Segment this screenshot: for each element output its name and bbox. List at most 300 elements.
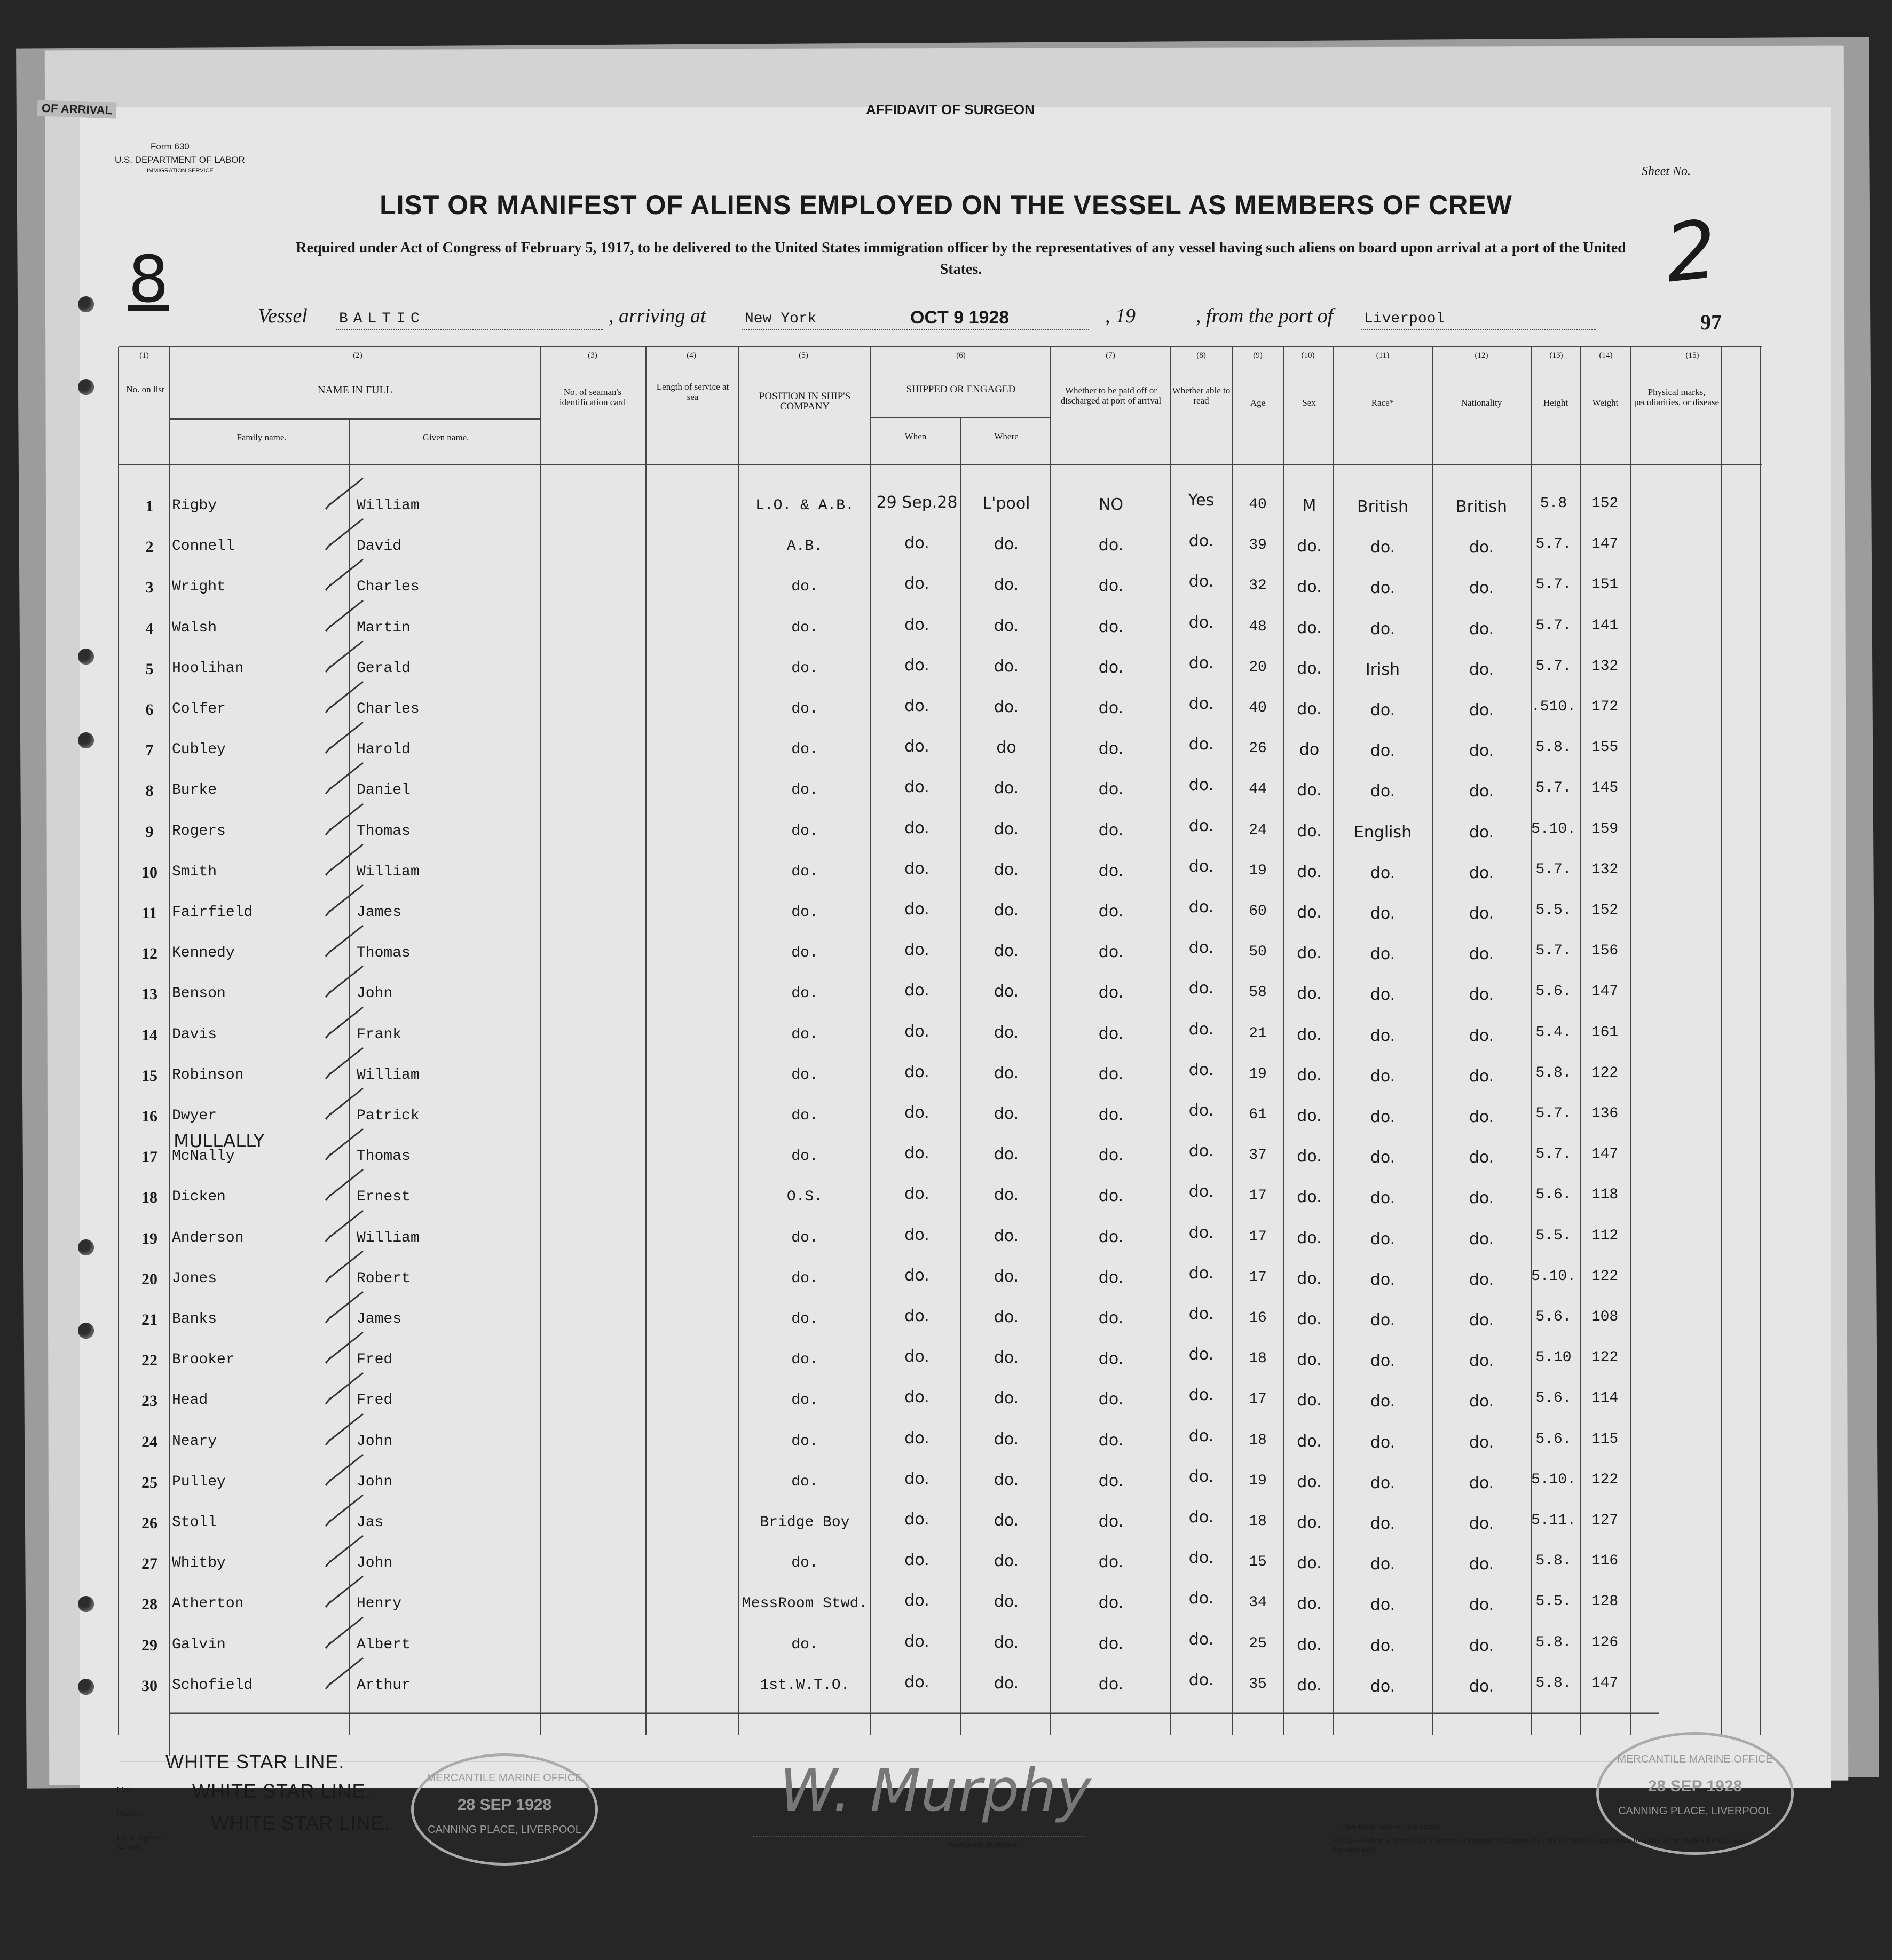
cell-age: 18 (1249, 1432, 1267, 1449)
cell-paid: do. (1098, 1105, 1124, 1124)
cell-given: John (357, 1433, 393, 1450)
cell-sex: do. (1297, 821, 1322, 841)
cell-position: do. (791, 1148, 818, 1165)
cell-given: James (357, 1311, 402, 1327)
cell-read: do. (1188, 1670, 1214, 1689)
cell-when: do. (904, 941, 929, 960)
cell-position: do. (791, 985, 818, 1002)
cell-position: do. (791, 1636, 818, 1653)
cell-read: do. (1188, 938, 1214, 958)
cell-age: 48 (1249, 618, 1267, 635)
cell-family: Schofield (172, 1677, 253, 1694)
cell-weight: 112 (1591, 1227, 1619, 1244)
checkmark-icon (323, 1575, 366, 1613)
cell-given: Gerald (357, 660, 411, 677)
cell-age: 17 (1249, 1391, 1267, 1408)
name-correction: MULLALLY (174, 1131, 265, 1152)
cell-nationality: do. (1469, 660, 1494, 679)
cell-when: do. (904, 697, 929, 715)
cell-race: do. (1370, 1392, 1396, 1411)
cell-position: do. (791, 660, 818, 677)
cell-paid: do. (1098, 820, 1124, 840)
line-label: Line (116, 1785, 132, 1795)
cell-height: 5.6. (1535, 1309, 1572, 1325)
cell-paid: do. (1098, 1187, 1124, 1206)
cell-no: 29 (141, 1636, 157, 1654)
cell-position: do. (791, 945, 818, 962)
cell-family: Hoolihan (172, 660, 244, 677)
cell-sex: do. (1297, 1594, 1322, 1614)
cell-height: 5.8. (1535, 1064, 1572, 1081)
cell-no: 20 (141, 1270, 157, 1288)
inspector-label: Immigrant Inspector. (948, 1840, 1020, 1849)
cell-race: do. (1370, 701, 1396, 720)
cell-nationality: do. (1469, 1270, 1494, 1289)
cell-family: Head (172, 1392, 208, 1409)
cell-where: do. (994, 779, 1019, 798)
cell-sex: do (1299, 740, 1320, 760)
cell-sex: do. (1297, 1228, 1322, 1247)
checkmark-icon (323, 843, 366, 881)
cell-weight: 145 (1591, 780, 1619, 797)
cell-family: Stoll (172, 1514, 217, 1531)
cell-nationality: do. (1469, 579, 1494, 598)
cell-weight: 161 (1591, 1024, 1619, 1041)
checkmark-icon (323, 924, 366, 962)
cell-race: do. (1370, 945, 1396, 964)
cell-position: Bridge Boy (760, 1514, 850, 1531)
cell-paid: do. (1098, 617, 1124, 636)
cell-position: do. (791, 741, 818, 758)
cell-where: do. (994, 575, 1019, 595)
cell-when: do. (904, 655, 929, 675)
cell-read: do. (1188, 1630, 1214, 1649)
cell-nationality: do. (1469, 1148, 1494, 1167)
checkmark-icon (323, 1047, 366, 1084)
cell-given: Albert (357, 1636, 411, 1653)
cell-where: do. (994, 1673, 1019, 1693)
cell-read: do. (1188, 572, 1214, 591)
arrival-stamp: OF ARRIVAL (37, 100, 117, 118)
cell-given: John (357, 1555, 393, 1572)
cell-where: do. (994, 1186, 1019, 1205)
cell-race: do. (1370, 1270, 1396, 1289)
cell-where: do. (994, 901, 1019, 920)
checkmark-icon (323, 1006, 366, 1044)
cell-age: 20 (1249, 659, 1267, 676)
cell-where: L'pool (982, 494, 1030, 513)
cell-age: 18 (1249, 1513, 1267, 1530)
cell-when: do. (904, 1551, 929, 1570)
cell-position: do. (791, 619, 818, 636)
cell-given: Henry (357, 1595, 402, 1613)
cell-paid: do. (1098, 902, 1124, 921)
cell-no: 3 (145, 579, 154, 597)
cell-when: do. (904, 737, 929, 756)
cell-family: Burke (172, 782, 217, 799)
cell-family: Walsh (172, 619, 217, 636)
checkmark-icon (323, 1372, 366, 1409)
cell-position: do. (791, 1473, 818, 1490)
cell-no: 1 (145, 497, 154, 515)
cell-nationality: do. (1469, 1189, 1494, 1208)
cell-family: Benson (172, 985, 226, 1002)
col-number: (11) (1376, 351, 1390, 360)
owners-label: Owners (116, 1809, 143, 1819)
cell-nationality: do. (1469, 741, 1494, 761)
form-number: Form 630 (151, 141, 190, 152)
cell-paid: do. (1098, 1227, 1124, 1246)
stamp-place: CANNING PLACE, LIVERPOOL (428, 1824, 581, 1836)
cell-height: 5.8 (1540, 495, 1567, 512)
cell-height: 5.7. (1535, 536, 1572, 553)
page-number: 97 (1700, 310, 1722, 334)
cell-nationality: do. (1469, 1636, 1494, 1655)
cell-sex: do. (1297, 781, 1322, 800)
cell-sex: do. (1297, 1635, 1322, 1654)
cell-read: do. (1188, 1142, 1214, 1161)
cell-height: .510. (1531, 699, 1576, 715)
cell-when: do. (904, 900, 929, 919)
cell-age: 61 (1249, 1107, 1267, 1123)
col-number: (3) (588, 351, 597, 360)
cell-family: Cubley (172, 741, 226, 758)
cell-height: 5.7. (1535, 1146, 1572, 1163)
header-able-to-read: Whether able to read (1172, 385, 1231, 406)
cell-no: 17 (141, 1148, 157, 1166)
cell-paid: do. (1098, 1471, 1124, 1490)
cell-when: do. (904, 778, 929, 797)
cell-read: do. (1188, 694, 1214, 713)
cell-age: 17 (1249, 1269, 1267, 1286)
cell-nationality: do. (1469, 1392, 1494, 1411)
cell-age: 58 (1249, 984, 1267, 1001)
header-sex: Sex (1302, 398, 1316, 408)
cell-position: do. (791, 1311, 818, 1327)
cell-family: Davis (172, 1026, 217, 1043)
cell-height: 5.8. (1535, 1634, 1572, 1651)
cell-nationality: do. (1469, 904, 1494, 923)
cell-paid: do. (1098, 1064, 1124, 1084)
cell-height: 5.7. (1535, 943, 1572, 960)
checkmark-icon (323, 640, 366, 677)
cell-nationality: do. (1469, 945, 1494, 964)
cell-weight: 122 (1591, 1471, 1619, 1488)
cell-no: 12 (141, 945, 157, 963)
cell-race: do. (1370, 1514, 1396, 1533)
cell-where: do. (994, 982, 1019, 1001)
vessel-name: BALTIC (339, 311, 425, 327)
cell-given: William (357, 1229, 420, 1246)
checkmark-icon (323, 558, 366, 596)
header-seaman-card: No. of seaman's identification card (559, 387, 626, 407)
cell-given: John (357, 1473, 393, 1490)
cell-age: 26 (1249, 740, 1267, 757)
cell-race: do. (1370, 1229, 1396, 1248)
cell-race: do. (1370, 1555, 1396, 1574)
cell-sex: do. (1297, 862, 1322, 881)
cell-sex: do. (1297, 1472, 1322, 1491)
cell-sex: do. (1297, 1310, 1322, 1329)
cell-age: 18 (1249, 1350, 1267, 1368)
checkmark-icon (323, 599, 366, 637)
cell-family: Rogers (172, 823, 226, 840)
cell-weight: 115 (1591, 1431, 1619, 1448)
cell-no: 27 (141, 1555, 157, 1573)
cell-position: do. (791, 701, 818, 717)
cell-race: British (1357, 497, 1408, 516)
cell-nationality: British (1456, 497, 1507, 516)
cell-sex: M (1302, 496, 1316, 515)
vessel-label: Vessel (258, 305, 308, 327)
cell-race: do. (1370, 1108, 1396, 1126)
header-nationality: Nationality (1461, 398, 1502, 408)
cell-position: do. (791, 1229, 818, 1246)
cell-paid: do. (1098, 1593, 1124, 1613)
cell-weight: 127 (1591, 1512, 1619, 1529)
header-shipped: SHIPPED OR ENGAGED (906, 384, 1016, 395)
cell-height: 5.7. (1535, 780, 1572, 797)
cell-no: 13 (141, 985, 157, 1003)
cell-paid: do. (1098, 1146, 1124, 1165)
cell-where: do (996, 738, 1016, 757)
cell-sex: do. (1297, 578, 1322, 597)
cell-when: do. (904, 1510, 929, 1529)
checkmark-icon (323, 762, 366, 799)
cell-position: do. (791, 1108, 818, 1124)
cell-height: 5.5. (1535, 902, 1572, 919)
cell-where: do. (994, 1348, 1019, 1368)
cell-no: 2 (145, 538, 154, 556)
cell-race: English (1353, 823, 1412, 842)
cell-position: do. (791, 782, 818, 799)
cell-when: do. (904, 1469, 929, 1488)
checkmark-icon (323, 1250, 366, 1287)
checkmark-icon (323, 1494, 366, 1531)
cell-sex: do. (1297, 1107, 1322, 1125)
cell-height: 5.7. (1535, 617, 1572, 634)
cell-race: do. (1370, 985, 1396, 1005)
checkmark-icon (323, 1413, 366, 1450)
cell-height: 5.7. (1535, 576, 1572, 594)
cell-when: do. (904, 1632, 929, 1651)
cell-read: do. (1188, 613, 1214, 632)
cell-race: do. (1370, 579, 1396, 598)
cell-given: Fred (357, 1392, 393, 1409)
cell-paid: do. (1098, 576, 1124, 596)
cell-when: do. (904, 1062, 929, 1081)
cell-height: 5.10. (1531, 1471, 1576, 1488)
cell-paid: do. (1098, 1512, 1124, 1531)
cell-paid: do. (1098, 1553, 1124, 1572)
cell-race: do. (1370, 538, 1396, 557)
cell-paid: do. (1098, 1309, 1124, 1327)
cell-race: do. (1370, 1677, 1396, 1696)
cell-family: Neary (172, 1433, 217, 1450)
cell-age: 37 (1249, 1147, 1267, 1164)
header-weight: Weight (1592, 398, 1619, 408)
cell-no: 6 (145, 701, 154, 718)
col-number: (7) (1106, 351, 1115, 360)
checkmark-icon (323, 721, 366, 758)
cell-race: do. (1370, 1473, 1396, 1492)
cell-no: 15 (141, 1066, 157, 1085)
cell-nationality: do. (1469, 1514, 1494, 1533)
cell-sex: do. (1297, 1269, 1322, 1288)
inspector-signature: W. Murphy (779, 1756, 1092, 1824)
cell-height: 5.10 (1535, 1349, 1572, 1366)
cell-age: 35 (1249, 1676, 1267, 1693)
from-label: , from the port of (1196, 305, 1334, 327)
col-number: (12) (1475, 351, 1488, 360)
cell-no: 25 (141, 1473, 157, 1491)
stamp-place: CANNING PLACE, LIVERPOOL (1618, 1805, 1772, 1817)
cell-position: do. (791, 579, 818, 596)
cell-family: Dicken (172, 1189, 226, 1206)
sheet-mark: 8 (128, 243, 169, 317)
arrival-date-stamp: OCT 9 1928 (910, 307, 1010, 328)
cell-paid: do. (1098, 780, 1124, 799)
checkmark-icon (323, 1453, 366, 1491)
cell-sex: do. (1297, 1513, 1322, 1532)
header-when: When (904, 431, 927, 441)
cell-weight: 108 (1591, 1309, 1619, 1325)
cell-where: do. (994, 616, 1019, 635)
cell-position: A.B. (786, 538, 823, 555)
cell-weight: 155 (1591, 739, 1619, 756)
cell-no: 23 (141, 1392, 157, 1410)
cell-height: 5.11. (1531, 1512, 1576, 1529)
cell-read: do. (1188, 1548, 1214, 1568)
cell-read: do. (1188, 1263, 1214, 1283)
cell-paid: do. (1098, 943, 1124, 962)
cell-height: 5.10. (1531, 1268, 1576, 1285)
cell-read: do. (1188, 1386, 1214, 1405)
cell-nationality: do. (1469, 1108, 1494, 1126)
cell-when: do. (904, 1144, 929, 1163)
cell-when: do. (904, 615, 929, 634)
cell-family: Atherton (172, 1595, 244, 1613)
cell-sex: do. (1297, 1188, 1322, 1207)
cell-sex: do. (1297, 700, 1322, 718)
cell-weight: 152 (1591, 902, 1619, 919)
cell-when: do. (904, 1307, 929, 1325)
form-reference: 14-1880 (116, 1844, 141, 1852)
cell-age: 60 (1249, 903, 1267, 920)
cell-paid: do. (1098, 1349, 1124, 1369)
cell-position: 1st.W.T.O. (760, 1677, 850, 1694)
cell-read: do. (1188, 1426, 1214, 1445)
cell-family: Smith (172, 863, 217, 880)
cell-where: do. (994, 1511, 1019, 1530)
cell-height: 5.4. (1535, 1024, 1572, 1041)
cell-position: MessRoom Stwd. (742, 1595, 868, 1613)
cell-nationality: do. (1469, 1433, 1494, 1452)
cell-where: do. (994, 698, 1019, 716)
cell-where: do. (994, 1023, 1019, 1042)
checkmark-icon (323, 965, 366, 1002)
cell-given: Daniel (357, 782, 411, 799)
cell-weight: 172 (1591, 699, 1619, 715)
col-number: (8) (1196, 351, 1206, 360)
cell-where: do. (994, 535, 1019, 554)
signature-line (753, 1836, 1084, 1837)
cell-weight: 147 (1591, 983, 1619, 1000)
cell-age: 17 (1249, 1188, 1267, 1205)
cell-age: 19 (1249, 1472, 1267, 1489)
cell-age: 15 (1249, 1554, 1267, 1571)
cell-given: Fred (357, 1352, 393, 1369)
cell-weight: 156 (1591, 943, 1619, 960)
cell-paid: do. (1098, 983, 1124, 1002)
cell-when: do. (904, 1388, 929, 1407)
cell-family: Brooker (172, 1352, 235, 1369)
cell-nationality: do. (1469, 782, 1494, 801)
cell-race: do. (1370, 1311, 1396, 1330)
cell-no: 24 (141, 1433, 157, 1451)
cell-no: 11 (141, 904, 157, 922)
cell-given: David (357, 538, 402, 555)
cell-read: do. (1188, 653, 1214, 673)
cell-age: 44 (1249, 781, 1267, 798)
cell-when: do. (904, 859, 929, 878)
cell-no: 16 (141, 1108, 157, 1125)
cell-read: do. (1188, 1508, 1214, 1527)
cell-where: do. (994, 657, 1019, 676)
stamp-date: 28 SEP 1928 (457, 1796, 552, 1814)
cell-height: 5.7. (1535, 658, 1572, 675)
cell-position: do. (791, 1555, 818, 1572)
cell-position: do. (791, 1433, 818, 1450)
cell-nationality: do. (1469, 1229, 1494, 1248)
cell-where: do. (994, 1267, 1019, 1286)
cell-no: 22 (141, 1352, 157, 1370)
cell-read: do. (1188, 857, 1214, 876)
cell-sex: do. (1297, 984, 1322, 1003)
cell-where: do. (994, 1633, 1019, 1652)
cell-weight: 147 (1591, 1146, 1619, 1163)
arriving-label: , arriving at (609, 305, 706, 327)
checkmark-icon (323, 1210, 366, 1247)
cell-nationality: do. (1469, 538, 1494, 557)
cell-sex: do. (1297, 537, 1322, 556)
cell-position: do. (791, 904, 818, 921)
cell-read: Yes (1188, 491, 1215, 510)
cell-given: John (357, 985, 393, 1002)
header-length-service: Length of service at sea (656, 382, 729, 402)
cell-no: 18 (141, 1189, 157, 1207)
line-company: WHITE STAR LINE. (165, 1751, 345, 1773)
cell-when: 29 Sep.28 (876, 493, 958, 512)
cell-weight: 122 (1591, 1349, 1619, 1366)
cell-weight: 152 (1591, 495, 1619, 512)
cell-weight: 151 (1591, 576, 1619, 594)
cell-sex: do. (1297, 1350, 1322, 1370)
cell-where: do. (994, 1429, 1019, 1449)
checkmark-icon (323, 477, 366, 515)
cell-nationality: do. (1469, 1026, 1494, 1045)
cell-given: Patrick (357, 1108, 420, 1124)
cell-weight: 159 (1591, 820, 1619, 837)
cell-when: do. (904, 1184, 929, 1204)
cell-sex: do. (1297, 1432, 1322, 1451)
owners-company: WHITE STAR LINE. (192, 1780, 372, 1802)
sheet-label: Sheet No. (1642, 164, 1691, 178)
cell-family: Pulley (172, 1473, 226, 1490)
checkmark-icon (323, 1128, 366, 1165)
cell-family: McNally (172, 1148, 235, 1165)
cell-read: do. (1188, 1019, 1214, 1039)
